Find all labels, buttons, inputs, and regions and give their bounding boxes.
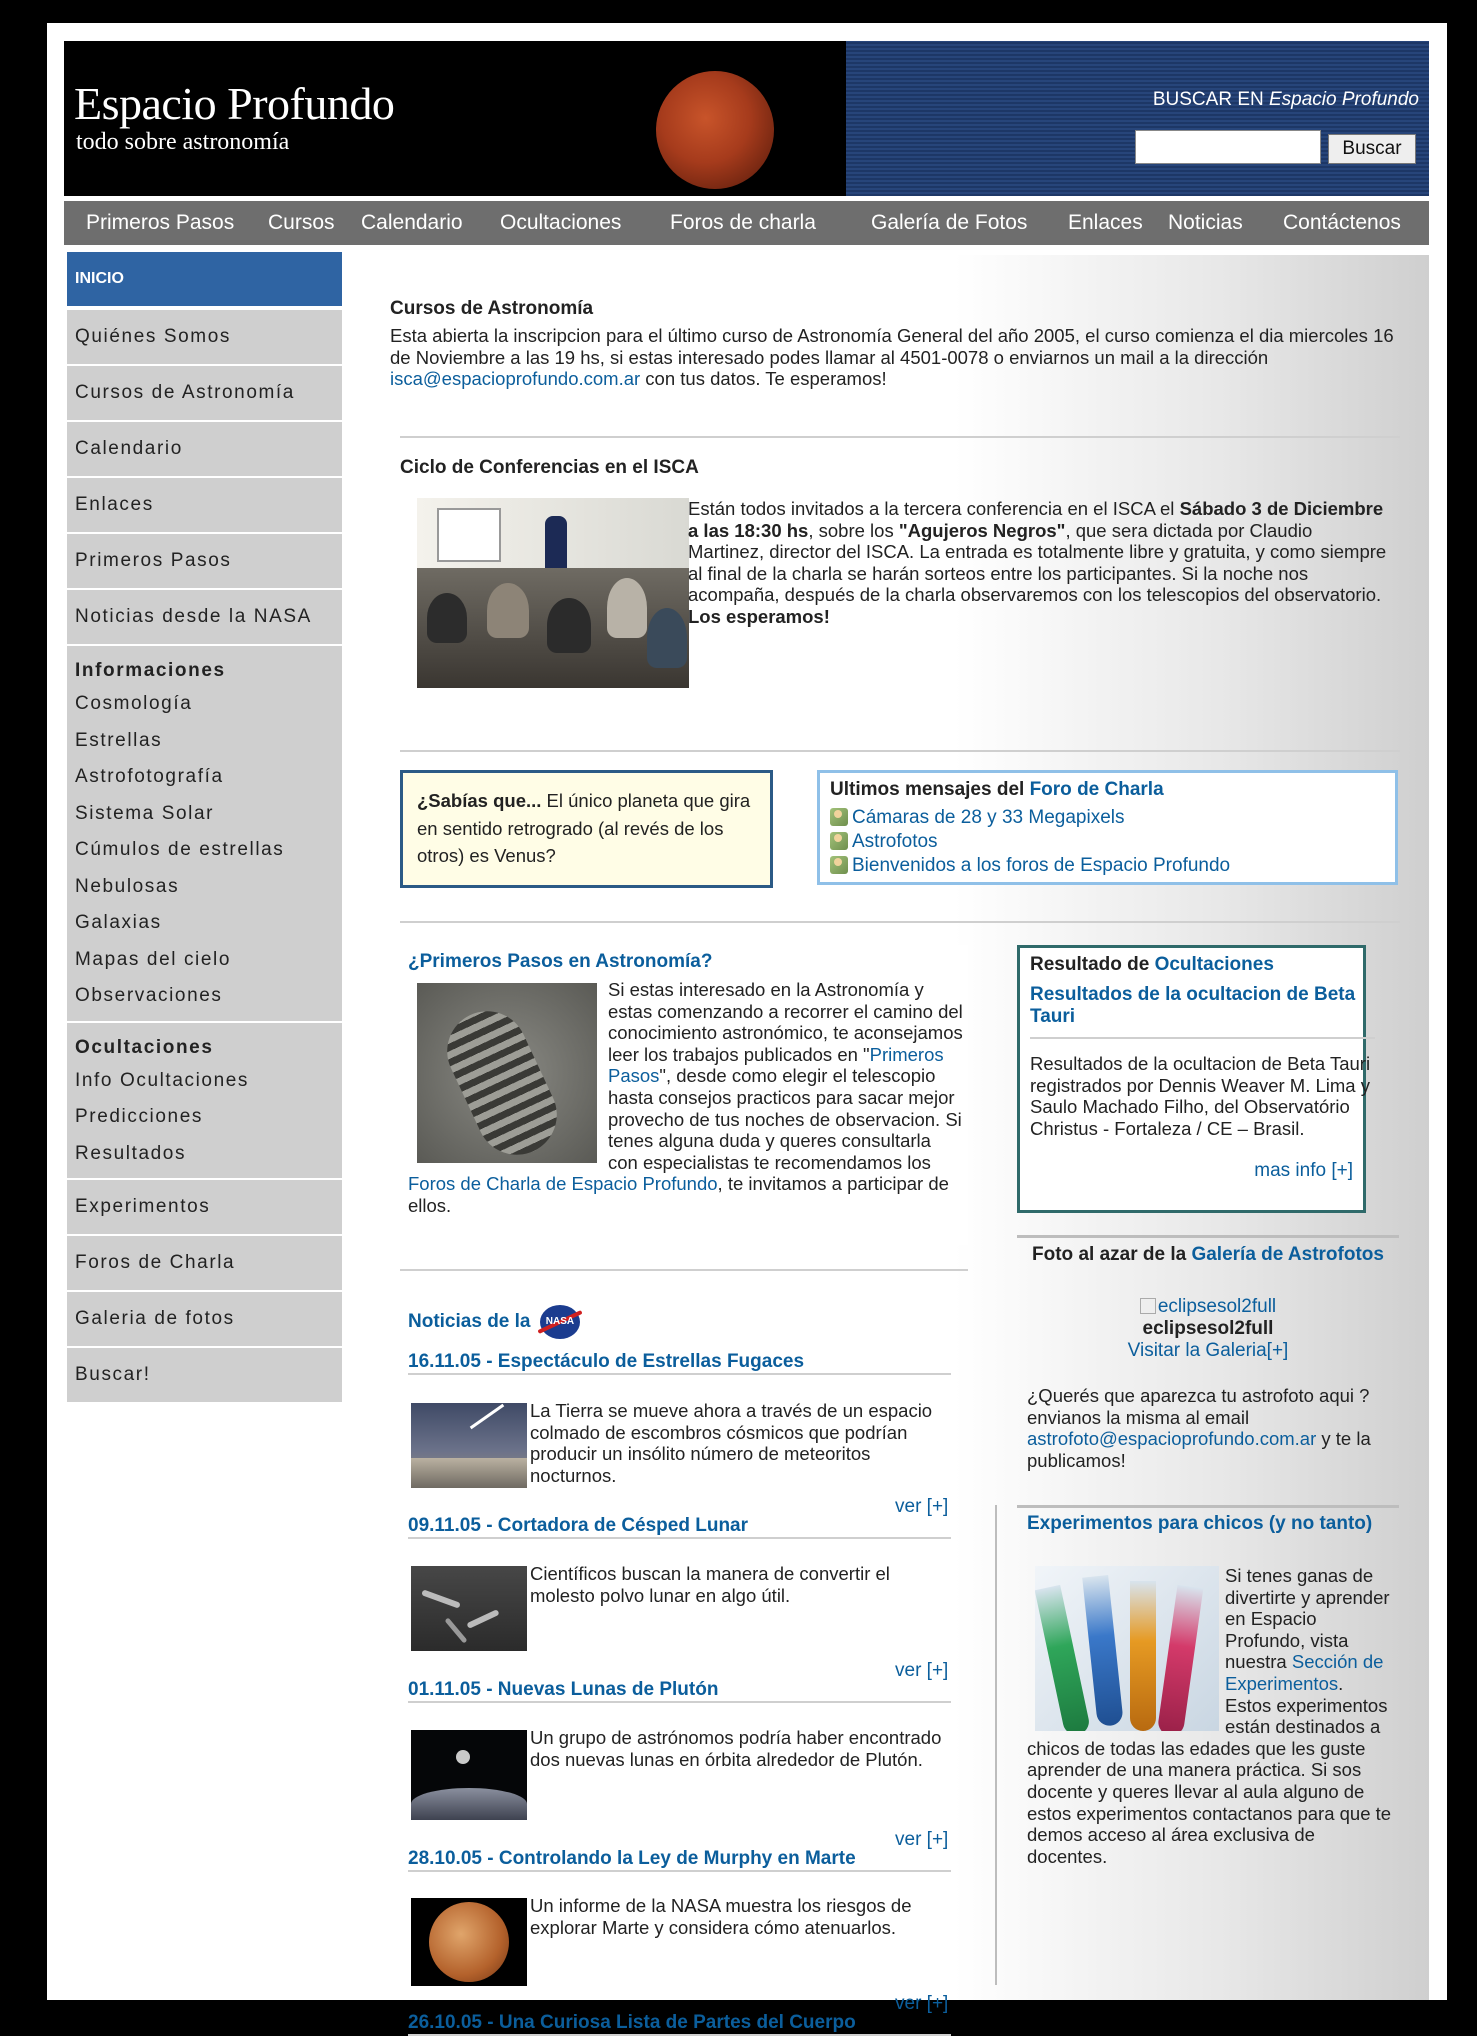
ocultaciones-title-link[interactable]: Ocultaciones bbox=[1154, 954, 1274, 975]
primeros-t1: Si estas interesado en la Astronomía y estas comenzando a recorrer el camino del conocimiento astronómico, te aconsejamos leer los trabajos publicados en " bbox=[608, 979, 963, 1065]
news-more-link[interactable]: ver [+] bbox=[895, 1496, 949, 1517]
sabias-que-text bbox=[417, 787, 757, 870]
sidebar-link-resultados[interactable]: Resultados bbox=[75, 1142, 187, 1164]
sidebar-link-nebulosas[interactable]: Nebulosas bbox=[75, 875, 180, 897]
moon-image bbox=[656, 71, 774, 189]
news-thumb-pluto bbox=[411, 1730, 527, 1820]
cursos-text-b: con tus datos. Te esperamos! bbox=[640, 368, 887, 390]
sidebar-link-mapas[interactable]: Mapas del cielo bbox=[75, 948, 232, 970]
foro-post[interactable] bbox=[830, 854, 1230, 878]
nav-enlaces[interactable]: Enlaces bbox=[1068, 211, 1143, 234]
sidebar-link-astrofotografia[interactable]: Astrofotografía bbox=[75, 766, 224, 787]
foto-t2: y te la publicamos! bbox=[1027, 1428, 1371, 1471]
ocultaciones-more-link[interactable]: mas info [+] bbox=[1254, 1160, 1353, 1181]
noticias-title: Noticias de la bbox=[408, 1311, 531, 1333]
sabias-que-bold: ¿Sabías que... bbox=[417, 790, 542, 811]
experimentos-box bbox=[1017, 1505, 1399, 1928]
nav-galeria[interactable]: Galería de Fotos bbox=[871, 211, 1028, 234]
foto-block bbox=[1017, 1296, 1399, 1362]
sidebar-item-inicio[interactable]: INICIO bbox=[67, 252, 342, 310]
foro-title bbox=[830, 779, 1164, 801]
divider bbox=[400, 436, 1400, 438]
nasa-logo-icon: NASA bbox=[540, 1305, 580, 1339]
sidebar bbox=[67, 252, 342, 1404]
ocultaciones-box bbox=[1017, 945, 1371, 1213]
float-spacer bbox=[408, 979, 608, 1167]
experimentos-link[interactable]: Sección de Experimentos bbox=[1225, 1651, 1384, 1694]
main-content bbox=[375, 255, 1429, 2033]
divider bbox=[400, 750, 1400, 752]
ocultaciones-title-prefix: Resultado de bbox=[1030, 954, 1155, 975]
divider bbox=[1030, 1037, 1375, 1039]
news-text: Un grupo de astrónomos podría haber encontrado dos nuevas lunas en órbita alrededor de Plutón. bbox=[530, 1727, 942, 1770]
foto-image-alt[interactable] bbox=[1017, 1296, 1399, 1318]
experimentos-title[interactable]: Experimentos para chicos (y no tanto) bbox=[1027, 1513, 1373, 1534]
ciclo-title: Ciclo de Conferencias en el ISCA bbox=[400, 457, 699, 478]
site-header bbox=[64, 41, 1429, 196]
experimentos-t1: Si tenes ganas de divertirte y aprender en Espacio Profundo, vista nuestra bbox=[1225, 1565, 1390, 1673]
news-title[interactable]: 01.11.05 - Nuevas Lunas de Plutón bbox=[408, 1679, 951, 1703]
sidebar-item-cursos[interactable]: Cursos de Astronomía bbox=[67, 366, 342, 422]
sidebar-group-informaciones bbox=[67, 646, 342, 1023]
foto-azar-box bbox=[1017, 1235, 1399, 1483]
page bbox=[47, 23, 1447, 2033]
search-label bbox=[1153, 89, 1419, 111]
sidebar-item-quienes-somos[interactable]: Quiénes Somos bbox=[67, 310, 342, 366]
nav-contactenos[interactable]: Contáctenos bbox=[1283, 211, 1401, 234]
news-thumb-meteor bbox=[411, 1403, 527, 1488]
news-title[interactable]: 16.11.05 - Espectáculo de Estrellas Fugaces bbox=[408, 1351, 951, 1375]
search-input[interactable] bbox=[1135, 130, 1321, 164]
foto-visit-link[interactable]: Visitar la Galeria[+] bbox=[1127, 1340, 1289, 1361]
sidebar-item-galeria[interactable]: Galeria de fotos bbox=[67, 1292, 342, 1348]
experimentos-text bbox=[1027, 1565, 1392, 1867]
top-nav bbox=[64, 201, 1429, 245]
sidebar-item-buscar[interactable]: Buscar! bbox=[67, 1348, 342, 1404]
sidebar-link-observaciones[interactable]: Observaciones bbox=[75, 985, 223, 1006]
foro-post-link[interactable]: Cámaras de 28 y 33 Megapixels bbox=[852, 807, 1125, 828]
nav-primeros-pasos[interactable]: Primeros Pasos bbox=[86, 211, 235, 234]
search-panel bbox=[846, 41, 1429, 196]
sidebar-link-galaxias[interactable]: Galaxias bbox=[75, 912, 162, 933]
primeros-t2: ", desde como elegir el telescopio hasta consejos practicos para sacar mejor provecho de tus noches de observacion. Si tenes alguna duda y queres consultarla con especialistas te recomendamos los bbox=[608, 1065, 962, 1173]
ciclo-b3: Los esperamos! bbox=[688, 605, 830, 627]
news-more-link[interactable]: ver [+] bbox=[895, 1993, 949, 2014]
foro-title-prefix: Ultimos mensajes del bbox=[830, 779, 1030, 800]
forum-user-icon bbox=[830, 832, 848, 850]
sidebar-link-estrellas[interactable]: Estrellas bbox=[75, 729, 163, 751]
ciclo-t1: Están todos invitados a la tercera conferencia en el ISCA el bbox=[688, 498, 1180, 519]
sidebar-item-noticias-nasa[interactable]: Noticias desde la NASA bbox=[67, 590, 342, 646]
news-text: Un informe de la NASA muestra los riesgos de explorar Marte y considera cómo atenuarlos. bbox=[530, 1895, 912, 1938]
search-label-prefix: BUSCAR EN bbox=[1152, 89, 1264, 110]
sidebar-heading-informaciones: Informaciones bbox=[75, 660, 226, 681]
ciclo-t3: , que sera dictada por Claudio Martinez, director del ISCA. La entrada es totalmente libre y gratuita, y como siempre al final de la charla se harán sorteos entre los participantes. Si la noche nos acompaña, después de la charla observaremos con los telescopios del observatorio. bbox=[688, 519, 1387, 606]
foro-posts bbox=[830, 806, 1230, 878]
news-more-link[interactable]: ver [+] bbox=[895, 1829, 949, 1850]
sidebar-item-foros[interactable]: Foros de Charla bbox=[67, 1236, 342, 1292]
sidebar-item-calendario[interactable]: Calendario bbox=[67, 422, 342, 478]
foto-alt-text: eclipsesol2full bbox=[1157, 1296, 1277, 1317]
sidebar-item-enlaces[interactable]: Enlaces bbox=[67, 478, 342, 534]
noticias-heading bbox=[408, 1305, 580, 1339]
experimentos-t2: . Estos experimentos están destinados a chicos de todas las edades que les guste aprender de una manera práctica. Si sos docente y queres llevar al aula alguno de estos experimentos contactanos para que te demos acceso al área exclusiva de docentes. bbox=[1027, 1672, 1392, 1867]
column-divider bbox=[995, 1505, 997, 1985]
news-title[interactable]: 26.10.05 - Una Curiosa Lista de Partes del Cuerpo bbox=[408, 2012, 951, 2036]
foro-post[interactable] bbox=[830, 830, 1230, 854]
sabias-que-body: El único planeta que gira en sentido retrogrado (al revés de los otros) es Venus? bbox=[417, 790, 751, 866]
sidebar-link-info-ocultaciones[interactable]: Info Ocultaciones bbox=[75, 1069, 250, 1091]
sidebar-item-experimentos[interactable]: Experimentos bbox=[67, 1180, 342, 1236]
primeros-text bbox=[408, 979, 963, 1217]
news-text: La Tierra se mueve ahora a través de un espacio colmado de escombros cósmicos que podrían producir un insólito número de meteoritos nocturnos. bbox=[530, 1400, 933, 1486]
foto-title-prefix: Foto al azar de la bbox=[1032, 1244, 1192, 1265]
float-spacer bbox=[1027, 1565, 1225, 1735]
sidebar-link-cumulos[interactable]: Cúmulos de estrellas bbox=[75, 839, 285, 860]
news-thumb-mars bbox=[411, 1898, 527, 1986]
cursos-title: Cursos de Astronomía bbox=[390, 298, 594, 319]
ciclo-t2: , sobre los bbox=[808, 519, 899, 541]
ciclo-text bbox=[688, 498, 1388, 628]
foto-t1: ¿Querés que aparezca tu astrofoto aqui ? envianos la misma al email bbox=[1027, 1385, 1370, 1428]
sidebar-link-predicciones[interactable]: Predicciones bbox=[75, 1106, 203, 1127]
nav-cursos[interactable]: Cursos bbox=[268, 211, 335, 234]
foro-post-link[interactable]: Bienvenidos a los foros de Espacio Profundo bbox=[852, 855, 1231, 876]
foto-title bbox=[1017, 1244, 1399, 1266]
foros-link[interactable]: Foros de Charla de Espacio Profundo bbox=[408, 1173, 718, 1195]
sidebar-link-cosmologia[interactable]: Cosmología bbox=[75, 693, 193, 714]
ocultaciones-text: Resultados de la ocultacion de Beta Tauri registrados por Dennis Weaver M. Lima y Saulo Machado Filho, del Observatório Christus - Fortaleza / CE – Brasil. bbox=[1030, 1053, 1371, 1139]
primeros-link[interactable]: Primeros Pasos bbox=[608, 1043, 944, 1087]
ciclo-b1: Sábado 3 de Diciembre a las 18:30 hs bbox=[688, 498, 1384, 541]
news-thumb-lunar bbox=[411, 1566, 527, 1651]
news-title[interactable]: 28.10.05 - Controlando la Ley de Murphy en Marte bbox=[408, 1848, 951, 1872]
forum-user-icon bbox=[830, 856, 848, 874]
broken-image-icon bbox=[1140, 1298, 1156, 1314]
forum-user-icon bbox=[830, 808, 848, 826]
foto-title-link[interactable]: Galería de Astrofotos bbox=[1191, 1244, 1384, 1265]
cursos-text-a: Esta abierta la inscripcion para el último curso de Astronomía General del año 2005, el curso comienza el dia miercoles 16 de Noviembre a las 19 hs, si estas interesado podes llamar al 4501-0078 o enviarnos un mail a la dirección bbox=[390, 325, 1394, 368]
sidebar-link-sistema-solar[interactable]: Sistema Solar bbox=[75, 802, 215, 824]
news-text: Científicos buscan la manera de convertir el molesto polvo lunar en algo útil. bbox=[530, 1563, 890, 1606]
nav-foros[interactable]: Foros de charla bbox=[670, 211, 816, 234]
cursos-email-link[interactable]: isca@espacioprofundo.com.ar bbox=[390, 368, 641, 390]
foto-text bbox=[1027, 1385, 1392, 1471]
foto-caption: eclipsesol2full bbox=[1142, 1318, 1274, 1339]
nav-ocultaciones[interactable]: Ocultaciones bbox=[500, 211, 622, 234]
site-title[interactable]: Espacio Profundo bbox=[74, 78, 395, 129]
divider bbox=[400, 921, 1400, 923]
ocultaciones-title bbox=[1030, 954, 1274, 976]
foro-post[interactable] bbox=[830, 806, 1230, 830]
primeros-t3: , te invitamos a participar de ellos. bbox=[408, 1173, 949, 1216]
primeros-title[interactable]: ¿Primeros Pasos en Astronomía? bbox=[408, 951, 713, 972]
sabias-que-box bbox=[400, 770, 773, 888]
search-button[interactable]: Buscar bbox=[1328, 134, 1416, 164]
sidebar-heading-ocultaciones: Ocultaciones bbox=[75, 1036, 214, 1058]
nav-noticias[interactable]: Noticias bbox=[1168, 211, 1243, 234]
nav-calendario[interactable]: Calendario bbox=[361, 211, 463, 234]
news-title[interactable]: 09.11.05 - Cortadora de Césped Lunar bbox=[408, 1515, 951, 1539]
foro-post-link[interactable]: Astrofotos bbox=[852, 831, 938, 852]
foro-title-link[interactable]: Foro de Charla bbox=[1029, 779, 1164, 800]
cursos-text bbox=[390, 325, 1400, 390]
sidebar-group-ocultaciones bbox=[67, 1023, 342, 1181]
primeros-pasos-box bbox=[400, 945, 968, 1245]
sidebar-item-primeros-pasos[interactable]: Primeros Pasos bbox=[67, 534, 342, 590]
divider bbox=[400, 1269, 968, 1271]
foto-email-link[interactable]: astrofoto@espacioprofundo.com.ar bbox=[1027, 1428, 1317, 1450]
foro-box bbox=[817, 770, 1398, 885]
site-tagline: todo sobre astronomía bbox=[76, 129, 290, 155]
search-label-site: Espacio Profundo bbox=[1269, 89, 1419, 110]
news-more-link[interactable]: ver [+] bbox=[895, 1660, 949, 1681]
ciclo-b2: "Agujeros Negros" bbox=[898, 519, 1066, 541]
ocultaciones-subtitle[interactable]: Resultados de la ocultacion de Beta Tauri bbox=[1030, 984, 1356, 1027]
conference-photo bbox=[417, 498, 689, 688]
